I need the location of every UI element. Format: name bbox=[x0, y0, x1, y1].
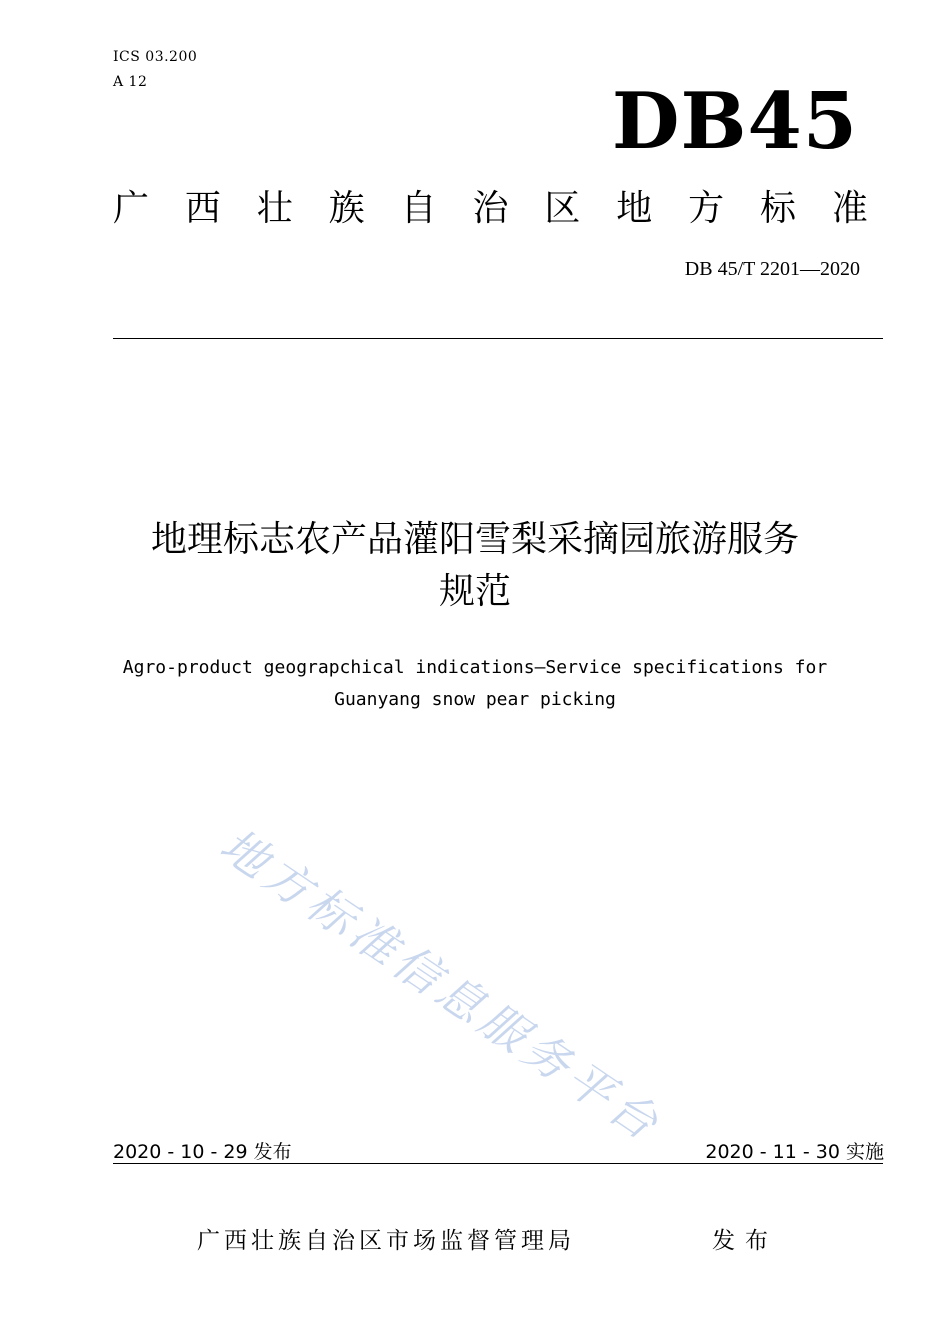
ics-code: ICS 03.200 bbox=[113, 49, 198, 65]
standard-number: DB 45/T 2201—2020 bbox=[684, 258, 860, 280]
classification-char: 广 bbox=[113, 188, 150, 229]
document-title bbox=[0, 514, 950, 618]
classification-char: 治 bbox=[472, 188, 509, 229]
classification-char: 标 bbox=[760, 188, 797, 229]
classification-char: 族 bbox=[328, 188, 365, 229]
classification-char: 区 bbox=[544, 188, 581, 229]
title-cn-line2: 规范 bbox=[438, 571, 511, 612]
publisher: 广西壮族自治区市场监督管理局 bbox=[197, 1228, 575, 1254]
standard-classification bbox=[113, 184, 868, 234]
title-en-line2: Guanyang snow pear picking bbox=[334, 689, 616, 710]
classification-char: 方 bbox=[688, 188, 725, 229]
title-cn-line1: 地理标志农产品灌阳雪梨采摘园旅游服务 bbox=[150, 519, 799, 560]
watermark: 地方标准信息服务平台 bbox=[210, 817, 673, 1154]
standard-logo: DB45 bbox=[611, 76, 858, 167]
english-title bbox=[0, 652, 950, 716]
title-en-line1: Agro-product geograpchical indications—Service specifications for bbox=[122, 657, 828, 678]
ccs-code: A 12 bbox=[113, 74, 148, 90]
classification-char: 准 bbox=[831, 188, 868, 229]
issue-date: 2020 - 10 - 29 发布 bbox=[113, 1141, 292, 1163]
classification-char: 地 bbox=[616, 188, 653, 229]
publish-label: 发布 bbox=[712, 1228, 778, 1254]
top-divider bbox=[113, 338, 883, 339]
implement-date: 2020 - 11 - 30 实施 bbox=[705, 1141, 884, 1163]
classification-char: 西 bbox=[184, 188, 221, 229]
classification-char: 壮 bbox=[256, 188, 293, 229]
bottom-divider bbox=[113, 1163, 883, 1164]
classification-char: 自 bbox=[400, 188, 437, 229]
